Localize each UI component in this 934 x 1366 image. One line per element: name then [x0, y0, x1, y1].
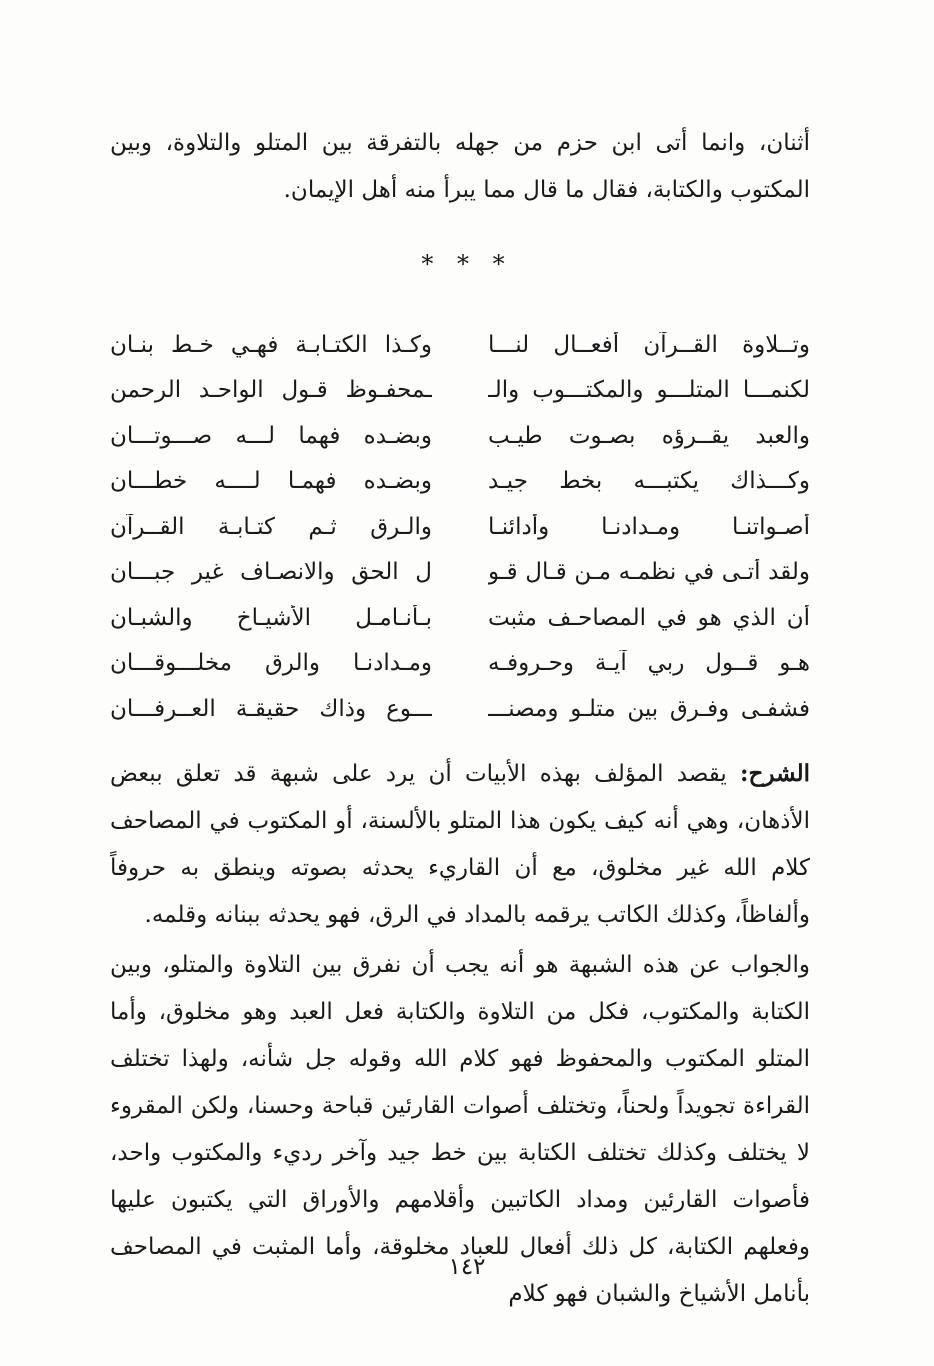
verse-first-hemistich: هـو قــول ربي آيـة وحـروفـه	[488, 650, 810, 677]
commentary-text: يقصد المؤلف بهذه الأبيات أن يرد على شبهة قد تعلق ببعض الأذهان، وهي أنه كيف يكون هذا المتلو بالألسنة، أو المكتوب في المصاحف كلام الله غير مخلوق، مع أن القاريء يحدثه بصوته وينطق به حروفاً وألفاظاً، وكذلك الكاتب يرقمه بالمداد في الرق، فهو يحدثه ببنانه وقلمه.	[110, 761, 810, 928]
poem-verse	[110, 322, 810, 368]
poem-verse	[110, 641, 810, 687]
commentary-paragraph-1	[110, 750, 810, 939]
verse-first-hemistich: أن الذي هو في المصاحـف مثبت	[488, 604, 810, 631]
verse-second-hemistich: بـأنـامـل الأشيـاخ والشبـان	[110, 604, 432, 631]
verse-second-hemistich: ومـدادنـا والرق مخلـــوقـــان	[110, 650, 432, 677]
verse-second-hemistich: وبضـده فهمـا لــــه خطـــان	[110, 468, 432, 495]
verse-first-hemistich: ولقد أتـى في نظمـه مـن قـال قـو	[488, 559, 810, 586]
verse-second-hemistich: ل الحق والانصـاف غير جبـــان	[110, 559, 432, 586]
section-separator: * * *	[421, 250, 513, 278]
poem-verse	[110, 459, 810, 505]
verse-second-hemistich: والـرق ثـم كتـابـة القــرآن	[110, 513, 432, 540]
verse-first-hemistich: فشفـى وفـرق بين متلـو ومصنـــ	[488, 695, 810, 722]
verse-second-hemistich: وبضـده فهما لـــه صـــوتـــان	[110, 422, 432, 449]
verse-first-hemistich: والعبد يقــرؤه بصـوت طيـب	[488, 422, 810, 449]
poem-verse	[110, 550, 810, 596]
verse-first-hemistich: لكنمـــا المتلـــو والمكتـــوب والـ	[488, 377, 810, 404]
verse-second-hemistich: ـمحفـوظ قـول الواحـد الرحمن	[110, 377, 432, 404]
poem-verse	[110, 368, 810, 414]
verse-second-hemistich: ـــوع وذاك حقيقـة العــرفـــان	[110, 695, 432, 722]
page-number: ١٤٢	[448, 1254, 486, 1280]
poem-verse	[110, 686, 810, 732]
commentary-paragraph-2: والجواب عن هذه الشبهة هو أنه يجب أن نفرق بين التلاوة والمتلو، وبين الكتابة والمكتوب، فكل من التلاوة والكتابة فعل العبد وهو مخلوق، وأما المتلو المكتوب والمحفوظ فهو كلام الله وقوله جل شأنه، ولهذا تختلف القراءة تجويداً ولحناً، وتختلف أصوات القارئين قباحة وحسنا، ولكن المقروء لا يختلف وكذلك تختلف الكتابة بين خط جيد وآخر رديء والمكتوب واحد، فأصوات القارئين ومداد الكاتبين وأقلامهم والأوراق التي يكتبون عليها وفعلهم الكتابة، كل ذلك أفعال للعباد مخلوقة، وأما المثبت في المصاحف بأنامل الأشياخ والشبان فهو كلام	[110, 952, 810, 1307]
intro-paragraph: أثنان، وانما أتى ابن حزم من جهله بالتفرقة بين المتلو والتلاوة، وبين المكتوب والكتابة، فقال ما قال مما يبرأ منه أهل الإيمان.	[110, 130, 810, 203]
poem-verse	[110, 413, 810, 459]
poem-block	[110, 322, 810, 732]
commentary-label: الشرح:	[740, 760, 810, 787]
verse-first-hemistich: وتــلاوة القــرآن أفعــال لنـــا	[488, 331, 810, 358]
verse-second-hemistich: وكـذا الكتـابـة فهـي خـط بنـان	[110, 331, 432, 358]
verse-first-hemistich: أصـواتنـا ومـدادنـا وأدائنـا	[488, 513, 810, 540]
poem-verse	[110, 504, 810, 550]
poem-verse	[110, 595, 810, 641]
verse-first-hemistich: وكـــذاك يكتبـــه بخط جيـد	[488, 468, 810, 495]
